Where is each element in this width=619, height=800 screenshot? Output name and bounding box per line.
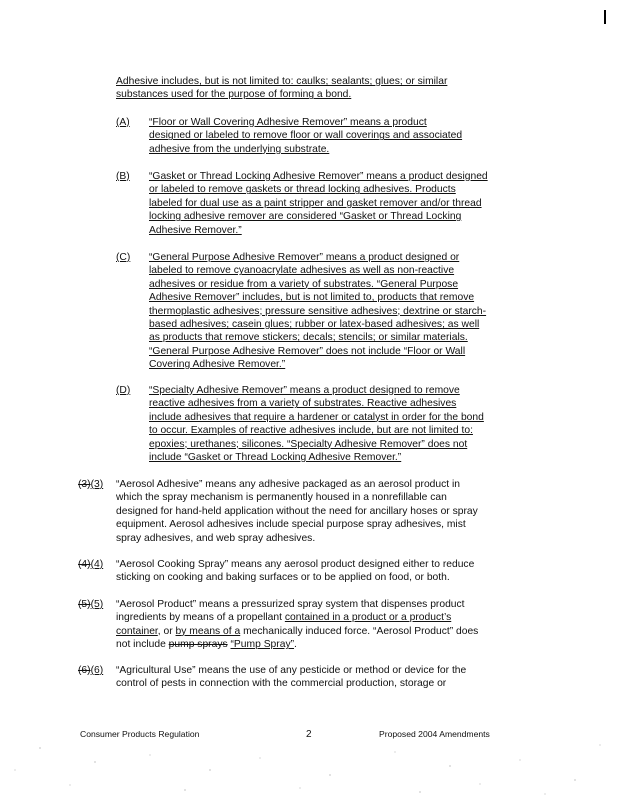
subsection-label: (A) [116,117,130,128]
intro-line: substances used for the purpose of forming a bond. [116,89,352,101]
text-line: adhesives or residue from a variety of substrates. “General Purpose [149,278,459,290]
old-number: (3) [78,479,91,490]
text-line: adhesive from the underlying substrate. [149,143,330,155]
text-line: based adhesives; casein glues; rubber or latex-based adhesives; as well [149,319,480,331]
text-line: “Agricultural Use” means the use of any pesticide or method or device for the [116,665,467,676]
inserted-text: container [116,625,158,637]
old-number: (6) [78,665,91,676]
paragraph-text [116,664,536,691]
text-run: mechanically induced force. “Aerosol Product” does [240,625,479,637]
old-number: (4) [78,559,91,570]
text-line: “Aerosol Product” means a pressurized spray system that dispenses product [116,599,465,610]
paragraph-text [116,478,536,545]
text-line: “Aerosol Cooking Spray” means any aerosol product designed either to reduce [116,559,475,570]
text-line: labeled for dual use as a paint stripper and gasket remover and/or thread [149,197,482,209]
text-run: , or [157,625,176,637]
text-line: as products that remove stickers; decals; stencils; or similar materials. [149,332,468,344]
text-line: equipment. Aerosol adhesives include special purpose spray adhesives, mist [116,519,466,531]
text-line: “General Purpose Adhesive Remover” does not include “Floor or Wall [149,345,466,357]
text-line: which the spray mechanism is permanently housed in a nonrefillable can [116,492,447,504]
text-line: or labeled to remove gaskets or thread locking adhesives. Products [149,184,456,196]
new-number: (6) [90,665,104,676]
text-line: “Gasket or Thread Locking Adhesive Remover” means a product designed [149,171,488,182]
text-line: labeled to remove cyanoacrylate adhesives as well as non-reactive [149,265,455,277]
new-number: (4) [90,559,104,570]
text-line: Adhesive Remover.” [149,224,242,236]
intro-paragraph [116,75,516,102]
subsection-label: (B) [116,171,130,182]
intro-line: Adhesive includes, but is not limited to: caulks; sealants; glues; or similar [116,76,448,87]
deleted-text: pump sprays [168,639,228,651]
old-number: (5) [78,599,91,610]
text-line: Adhesive Remover” includes, but is not limited to, products that remove [149,292,475,304]
text-line: control of pests in connection with the commercial production, storage or [116,678,447,690]
paragraph-number [78,478,103,491]
text-line: “Floor or Wall Covering Adhesive Remover” means a product [149,117,427,128]
text-line: “General Purpose Adhesive Remover” means a product designed or [149,252,460,263]
new-number: (5) [90,599,104,610]
text-line [116,638,536,651]
text-line [116,611,536,624]
paragraph-number [78,664,103,677]
text-line: designed for hand-held application without the need for ancillary hoses or spray [116,505,478,517]
subsection-label: (C) [116,252,131,263]
paragraph-number [78,558,103,571]
text-line: designed or labeled to remove floor or wall coverings and associated [149,130,463,142]
inserted-text: by means of a [175,625,241,637]
text-line: to occur. Examples of reactive adhesives include, but are not limited to: [149,425,473,437]
text-line: spray adhesives, and web spray adhesives. [116,532,316,544]
footer-version: Proposed 2004 Amendments [379,729,490,739]
inserted-text: contained in a product or a product’s [284,612,452,624]
subsection-text [149,384,544,464]
text-line: thermoplastic adhesives; pressure sensitive adhesives; dextrine or starch- [149,305,487,317]
text-line [116,625,536,638]
text-run: ingredients by means of a propellant [116,612,285,624]
text-line: Covering Adhesive Remover.” [149,359,286,371]
scan-noise [0,700,619,800]
paragraph-text [116,558,536,585]
subsection-text [149,116,544,156]
subsection-text [149,170,544,237]
paragraph-number [78,598,103,611]
new-number: (3) [90,479,104,490]
text-line: include adhesives that require a hardener or catalyst in order for the bond [149,411,484,423]
text-line: include “Gasket or Thread Locking Adhesive Remover.” [149,452,402,464]
text-line: epoxies; urethanes; silicones. “Specialty Adhesive Remover” does not [149,438,468,450]
text-line: reactive adhesives from a variety of substrates. Reactive adhesives [149,398,457,410]
text-run: . [294,639,297,651]
inserted-text: “Pump Spray” [230,639,295,651]
footer-title: Consumer Products Regulation [80,729,200,739]
paragraph-text [116,598,536,652]
revision-bar [604,10,606,24]
text-line: “Aerosol Adhesive” means any adhesive packaged as an aerosol product in [116,479,461,490]
subsection-label: (D) [116,385,131,396]
text-line: locking adhesive remover are considered “Gasket or Thread Locking [149,211,462,223]
text-run: not include [116,639,169,651]
text-line: sticking on cooking and baking surfaces or to be applied on food, or both. [116,572,450,584]
subsection-text [149,251,544,372]
page-number: 2 [306,729,312,740]
text-line: “Specialty Adhesive Remover” means a product designed to remove [149,385,460,396]
